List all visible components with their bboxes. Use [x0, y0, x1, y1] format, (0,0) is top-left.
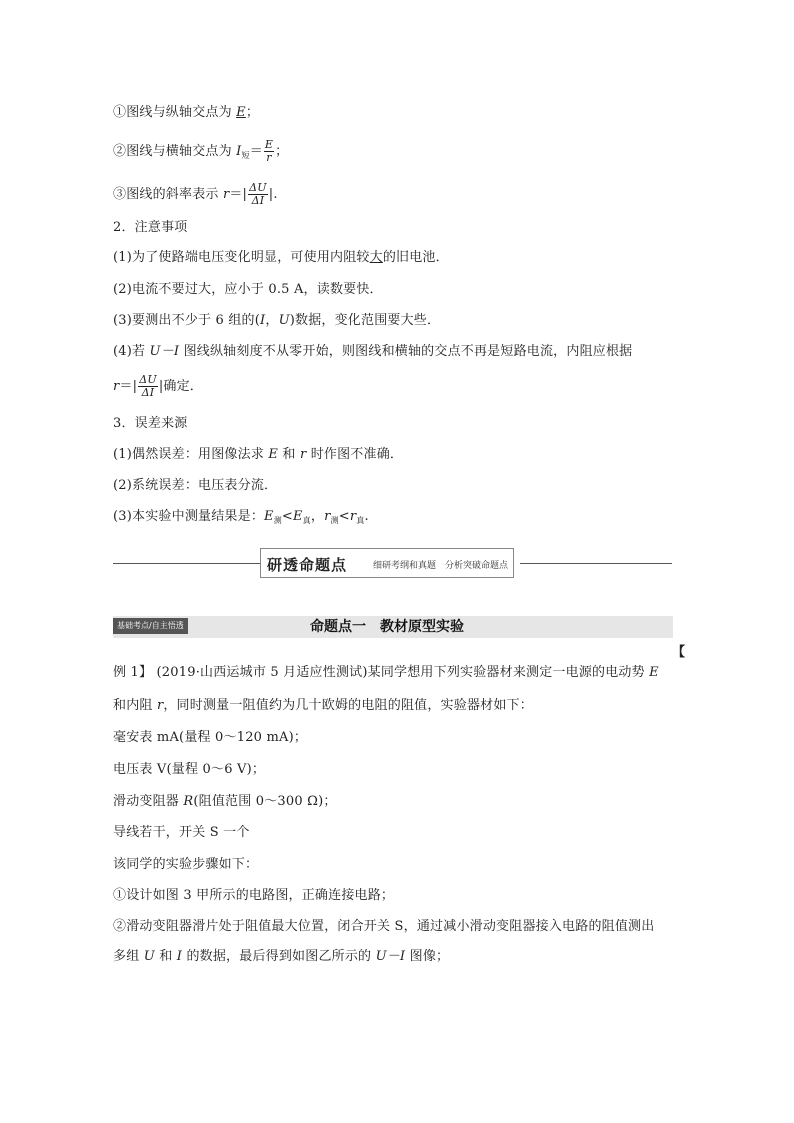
underlined-text: 大: [369, 250, 383, 265]
text: 时作图不准确．: [306, 447, 404, 462]
text: (4)若: [113, 344, 150, 359]
subscript: 真: [302, 516, 311, 525]
var-UI: U－I: [149, 344, 180, 359]
text: 图像；: [405, 949, 450, 964]
numerator: ΔU: [139, 373, 157, 386]
divider-right: [520, 563, 672, 564]
example-line: [113, 664, 659, 682]
example-line: [113, 697, 533, 715]
paragraph-continued: [113, 374, 203, 399]
var-E: E: [293, 509, 303, 524]
var-I: I: [176, 949, 183, 964]
equals-sign: ＝: [249, 144, 263, 159]
example-line: 该同学的实验步骤如下：: [113, 857, 259, 872]
note-text: ①图线与纵轴交点为: [113, 105, 237, 120]
denominator: ΔI: [251, 194, 265, 207]
text: ，同时测量一阻值约为几十欧姆的电阻的阻值，实验器材如下：: [163, 698, 533, 713]
text: ，: [310, 509, 325, 524]
text: ，: [265, 313, 279, 328]
equals-sign: ＝|: [119, 379, 138, 394]
numerator: ΔU: [249, 181, 267, 194]
subscript: 测: [330, 516, 339, 525]
var-r: r: [156, 698, 164, 713]
var-U: U: [143, 949, 155, 964]
paragraph: [113, 446, 403, 464]
var-r: r: [222, 187, 230, 202]
divider-left: [113, 563, 261, 564]
text: (1)为了使路端电压变化明显，可使用内阻较: [113, 250, 370, 265]
less-than: <: [281, 509, 294, 524]
var-r: r: [299, 447, 307, 462]
text: 和: [278, 447, 300, 462]
paragraph: [113, 508, 369, 527]
var-I: I: [260, 313, 266, 328]
var-E: E: [268, 447, 279, 462]
topic-tag: 基础考点/自主悟透: [113, 618, 188, 634]
example-line: [113, 948, 449, 966]
var-E: E: [649, 665, 659, 680]
numerator: E: [264, 138, 274, 151]
paragraph: [113, 249, 449, 267]
paragraph: (2)电流不要过大，应小于 0.5 A，读数要快．: [113, 282, 383, 297]
text: (阻值范围 0～300 Ω)；: [193, 794, 337, 809]
paragraph: [113, 343, 632, 361]
example-line: ②滑动变阻器滑片处于阻值最大位置，闭合开关 S，通过减小滑动变阻器接入电路的阻值测出: [113, 919, 655, 934]
note-text: ；: [275, 144, 289, 159]
paragraph: (2)系统误差：电压表分流．: [113, 478, 278, 493]
section-heading: 3．误差来源: [113, 416, 188, 431]
var-I: I: [236, 144, 242, 159]
var-R: R: [183, 794, 194, 809]
var-r: r: [324, 509, 331, 524]
topic-bar: [113, 616, 673, 638]
note-item-3: [113, 182, 278, 207]
banner-subtitle: 细研考纲和真题 分析突破命题点: [373, 561, 509, 571]
text: |确定．: [158, 379, 204, 394]
var-E: E: [236, 105, 246, 120]
note-text: ；: [245, 105, 260, 120]
example-line: [113, 793, 337, 811]
banner-title: 研透命题点: [267, 556, 348, 574]
text: (3)本实验中测量结果是：: [113, 509, 265, 524]
denominator: r: [266, 151, 272, 164]
less-than: <: [338, 509, 350, 524]
subscript: 测: [273, 516, 282, 525]
subscript: 短: [241, 151, 250, 160]
example-line: 电压表 V(量程 0～6 V)；: [113, 762, 266, 777]
note-text: ③图线的斜率表示: [113, 187, 223, 202]
text: 的旧电池．: [382, 250, 449, 265]
fraction-e-over-r: [264, 139, 274, 164]
fraction-du-over-di: [138, 374, 158, 399]
topic-title: 命题点一 教材原型实验: [310, 619, 464, 635]
text: .: [364, 509, 369, 524]
var-UI: U－I: [375, 949, 406, 964]
text: (3)要测出不少于 6 组的(: [113, 313, 261, 328]
equals-sign: ＝|: [229, 187, 248, 202]
fraction-du-over-di: [248, 182, 268, 207]
text: 和: [154, 949, 177, 964]
note-text: ②图线与横轴交点为: [113, 144, 237, 159]
denominator: ΔI: [141, 386, 155, 399]
text: 的数据，最后得到如图乙所示的: [182, 949, 376, 964]
var-E: E: [264, 509, 274, 524]
note-item-1: [113, 104, 259, 122]
text: (1)偶然误差：用图像法求: [113, 447, 269, 462]
text: )数据，变化范围要大些．: [289, 313, 441, 328]
var-U: U: [278, 313, 290, 328]
subscript: 真: [356, 516, 365, 525]
var-r: r: [113, 379, 120, 394]
section-heading: 2．注意事项: [113, 220, 188, 235]
paragraph: [113, 312, 440, 330]
section-banner: [260, 548, 514, 578]
bracket-mark: 【: [672, 645, 686, 660]
var-r: r: [349, 509, 357, 524]
text: 滑动变阻器: [113, 794, 184, 809]
text: 图线纵轴刻度不从零开始，则图线和横轴的交点不再是短路电流，内阻应根据: [179, 344, 633, 359]
text: 多组: [113, 949, 144, 964]
example-line: 导线若干，开关 S 一个: [113, 825, 250, 840]
note-item-2: [113, 139, 288, 164]
text: 和内阻: [113, 698, 157, 713]
note-text: |.: [268, 187, 278, 202]
example-line: 毫安表 mA(量程 0～120 mA)；: [113, 730, 308, 745]
text: 例 1】 (2019·山西运城市 5 月适应性测试)某同学想用下列实验器材来测定一电源的电动势: [113, 665, 650, 680]
example-line: ①设计如图 3 甲所示的电路图，正确连接电路；: [113, 888, 395, 903]
